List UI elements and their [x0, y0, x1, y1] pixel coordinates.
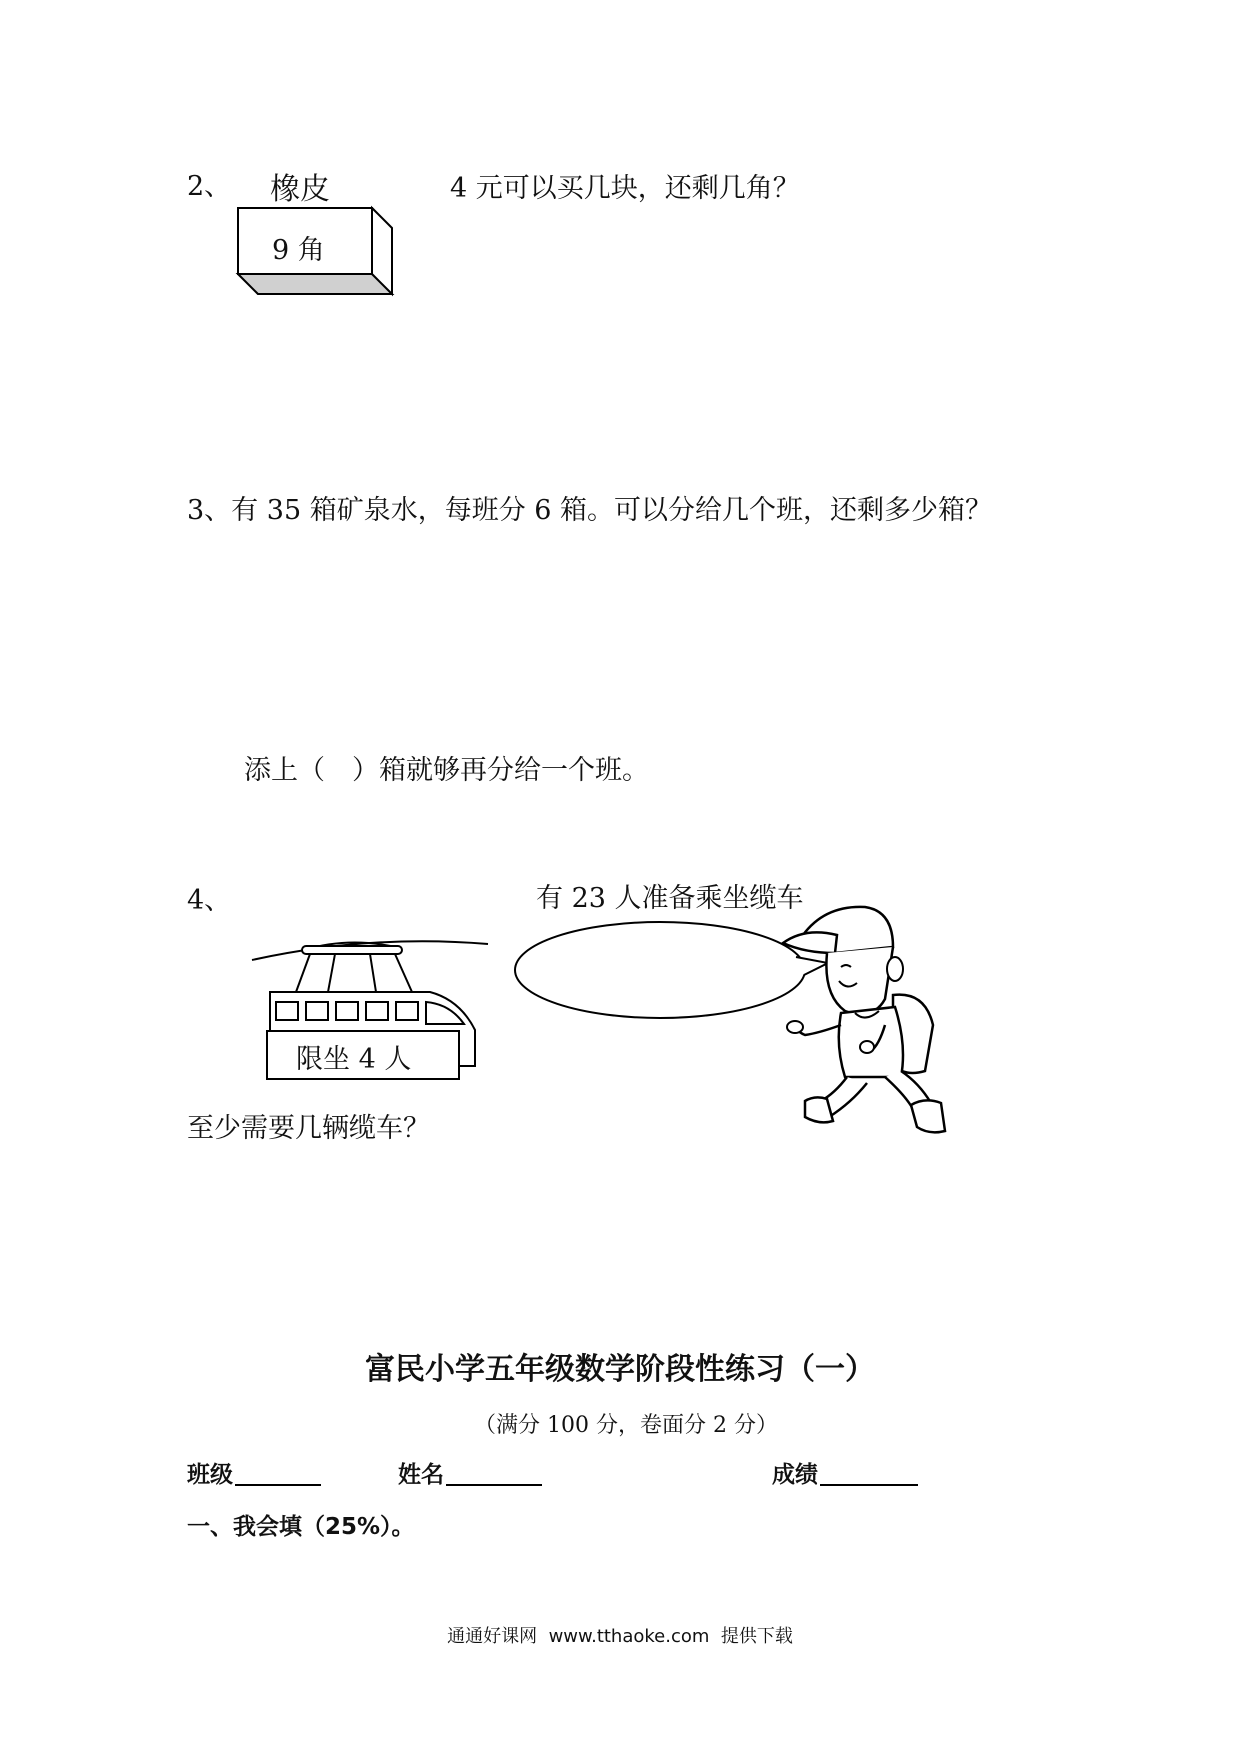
footer-download-note: 通通好课网 www.tthaoke.com 提供下载 [447, 1626, 793, 1647]
score-field[interactable] [772, 1456, 918, 1489]
class-field[interactable] [187, 1456, 321, 1489]
q2-number: 2、 [187, 171, 232, 202]
q3-question: 3、有 35 箱矿泉水，每班分 6 箱。可以分给几个班，还剩多少箱？ [187, 495, 993, 526]
name-field[interactable] [398, 1456, 542, 1489]
name-label: 姓名 [398, 1462, 444, 1488]
exam-title: 富民小学五年级数学阶段性练习（一） [365, 1352, 875, 1387]
class-label: 班级 [187, 1462, 233, 1488]
score-label: 成绩 [772, 1462, 818, 1488]
child-with-backpack-illustration [775, 895, 955, 1145]
cable-car-sign-text: 限坐 4 人 [296, 1044, 412, 1075]
section-1-heading: 一、我会填（25%）。 [187, 1514, 415, 1540]
q4-question: 至少需要几辆缆车？ [187, 1113, 430, 1144]
q3-follow-up: 添上（ ）箱就够再分给一个班。 [244, 755, 649, 786]
q2-price-label: 9 角 [272, 235, 325, 266]
exam-subtitle: （满分 100 分，卷面分 2 分） [474, 1413, 778, 1438]
q4-speech-text: 有 23 人准备乘坐缆车 [536, 883, 804, 914]
q2-question: 4 元可以买几块，还剩几角？ [450, 173, 800, 204]
q4-number: 4、 [187, 885, 232, 916]
q2-item-name: 橡皮 [270, 172, 330, 207]
